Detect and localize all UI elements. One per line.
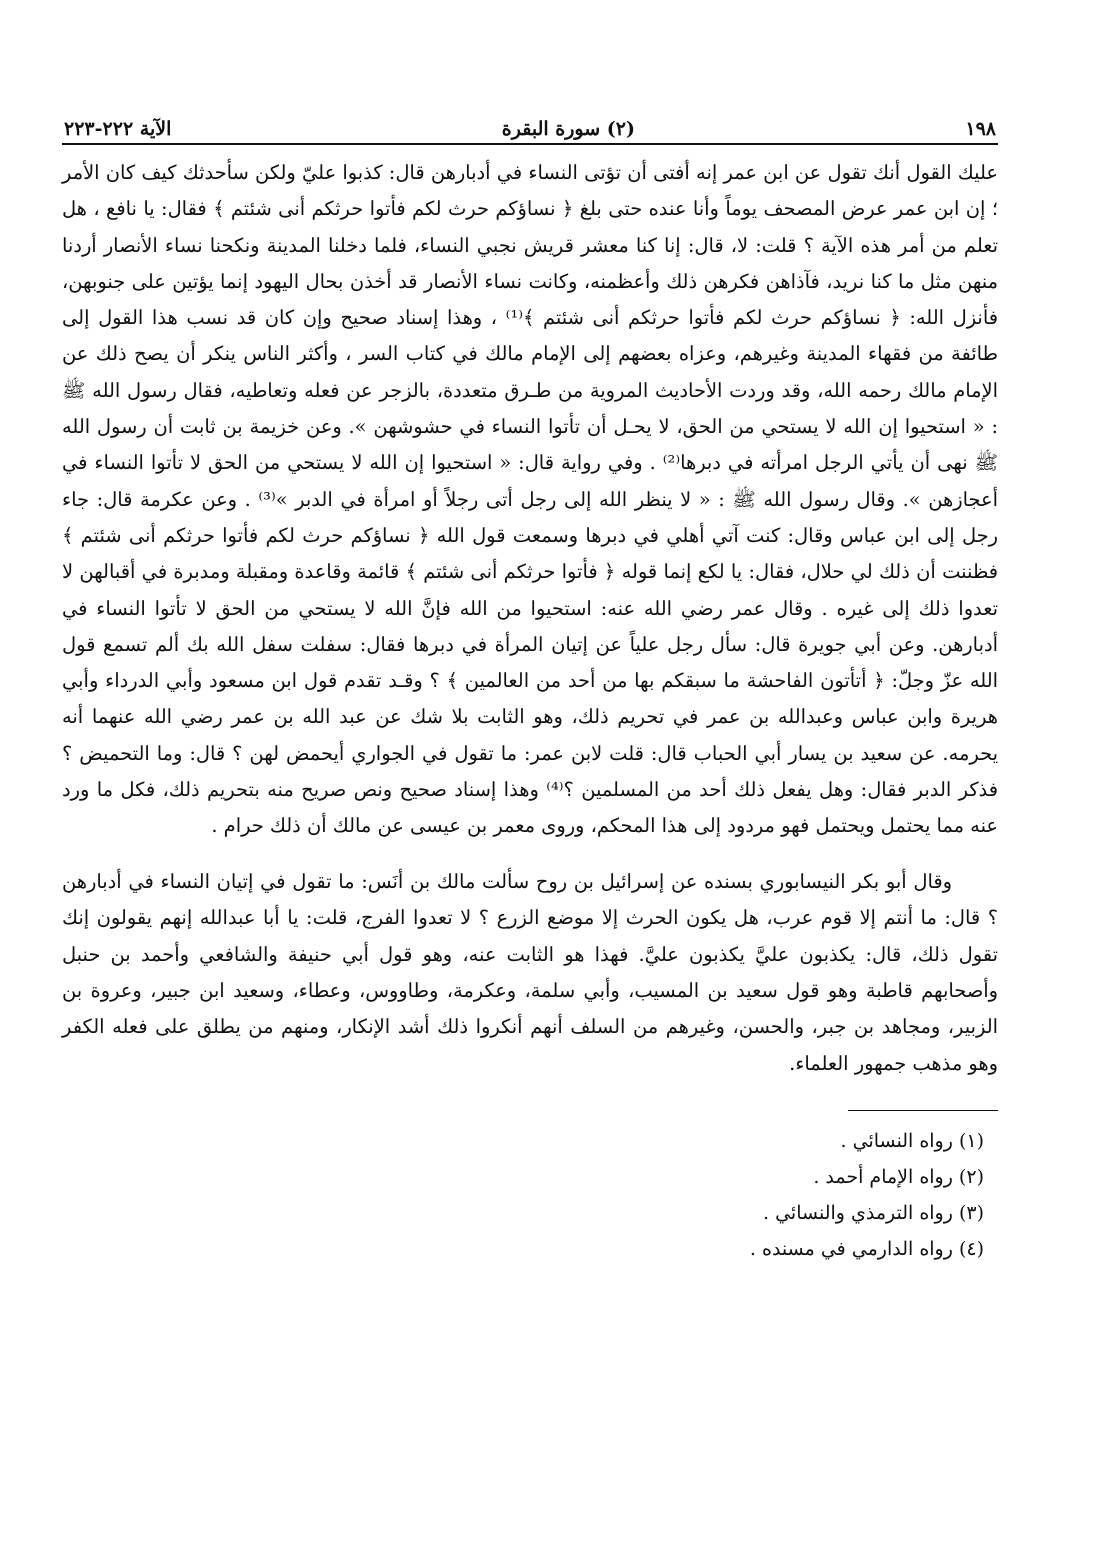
body-paragraph-1: عليك القول أنك تقول عن ابن عمر إنه أفتى أن تؤتى النساء في أدبارهن قال: كذبوا عليّ ولكن سأحدثك كيف كان الأمر ؛ إن ابن عمر عرض المصحف يوماً وأنا عنده حتى بلغ ﴿ نساؤكم حرث لكم فأتوا حرثكم أنى شئتم ﴾ فقال: يا نافع ، هل تعلم من أمر هذه الآية ؟ قلت: لا، قال: إنا كنا معشر قريش نجبي النساء، فلما دخلنا المدينة ونكحنا نساء الأنصار أردنا منهن مثل ما كنا نريد، فآذاهن فكرهن ذلك وأعظمنه، وكانت نساء الأنصار قد أخذن بحال اليهود إنما يؤتين على جنوبهن، فأنزل الله: ﴿ نساؤكم حرث لكم فأتوا حرثكم أنى شئتم ﴾⁽¹⁾ ، وهذا إسناد صحيح وإن كان قد نسب هذا القول إلى طائفة من فقهاء المدينة وغيرهم، وعزاه بعضهم إلى الإمام مالك في كتاب السر ، وأكثر الناس ينكر أن يصح ذلك عن الإمام مالك رحمه الله، وقد وردت الأحاديث المروية من طـرق متعددة، بالزجر عن فعله وتعاطيه، فقال رسول الله ﷺ : « استحيوا إن الله لا يستحي من الحق، لا يحـل أن تأتوا النساء في حشوشهن ». وعن خزيمة بن ثابت أن رسول الله ﷺ نهى أن يأتي الرجل امرأته في دبرها⁽²⁾ . وفي رواية قال: « استحيوا إن الله لا يستحي من الحق لا تأتوا النساء في أعجازهن ». وقال رسول الله ﷺ : « لا ينظر الله إلى رجل أتى رجلاً أو امرأة في الدبر »⁽³⁾ . وعن عكرمة قال: جاء رجل إلى ابن عباس وقال: كنت آتي أهلي في دبرها وسمعت قول الله ﴿ نساؤكم حرث لكم فأتوا حرثكم أنى شئتم ﴾ فظننت أن ذلك لي حلال، فقال: يا لكع إنما قوله ﴿ فأتوا حرثكم أنى شئتم ﴾ قائمة وقاعدة ومقبلة ومدبرة في أقبالهن لا تعدوا ذلك إلى غيره . وقال عمر رضي الله عنه: استحيوا من الله فإنَّ الله لا يستحي من الحق لا تأتوا النساء في أدبارهن. وعن أبي جويرة قال: سأل رجل علياً عن إتيان المرأة في دبرها فقال: سفلت سفل الله بك ألم تسمع قول الله عزّ وجلّ: ﴿ أتأتون الفاحشة ما سبقكم بها من أحد من العالمين ﴾ ؟ وقـد تقدم قول ابن مسعود وأبي الدرداء وأبي هريرة وابن عباس وعبدالله بن عمر في تحريم ذلك، وهو الثابت بلا شك عن عبد الله بن عمر رضي الله عنهما أنه يحرمه. عن سعيد بن يسار أبي الحباب قال: قلت لابن عمر: ما تقول في الجواري أيحمض لهن ؟ قال: وما التحميض ؟ فذكر الدبر فقال: وهل يفعل ذلك أحد من المسلمين ؟⁽⁴⁾ وهذا إسناد صحيح ونص صريح منه بتحريم ذلك، فكل ما ورد عنه مما يحتمل ويحتمل فهو مردود إلى هذا المحكم، وروى معمر بن عيسى عن مالك أن ذلك حرام . xyxy=(62,161,999,838)
footnote-3: (٣) رواه الترمذي والنسائي . xyxy=(763,1201,984,1224)
page xyxy=(62,118,998,1267)
body-paragraph-2: وقال أبو بكر النيسابوري بسنده عن إسرائيل بن روح سألت مالك بن أنَس: ما تقول في إتيان النساء في أدبارهن ؟ قال: ما أنتم إلا قوم عرب، هل يكون الحرث إلا موضع الزرع ؟ لا تعدوا الفرج، قلت: يا أبا عبدالله إنهم يقولون إنك تقول ذلك، قال: يكذبون عليَّ يكذبون عليَّ. فهذا هو الثابت عنه، وهو قول أبي حنيفة والشافعي وأحمد بن حنبل وأصحابهم قاطبة وهو قول سعيد بن المسيب، وأبي سلمة، وعكرمة، وطاووس، وعطاء، وسعيد ابن جبير، وعروة بن الزبير، ومجاهد بن جبر، والحسن، وغيرهم من السلف أنهم أنكروا ذلك أشد الإنكار، ومنهم من يطلق على فعله الكفر وهو مذهب جمهور العلماء. xyxy=(62,870,998,1075)
footnote-4: (٤) رواه الدارمي في مسنده . xyxy=(749,1237,984,1260)
footnote-2: (٢) رواه الإمام أحمد . xyxy=(813,1165,984,1188)
header-rule xyxy=(62,143,998,145)
footnote-rule xyxy=(848,1110,998,1111)
verse-range: الآية ٢٢٢-٢٢٣ xyxy=(64,118,172,140)
running-header xyxy=(62,118,998,143)
footnotes xyxy=(62,1123,984,1267)
surah-title: (٢) سورة البقرة xyxy=(501,118,635,140)
page-number: ١٩٨ xyxy=(965,118,996,140)
footnote-1: (١) رواه النسائي . xyxy=(840,1129,984,1152)
